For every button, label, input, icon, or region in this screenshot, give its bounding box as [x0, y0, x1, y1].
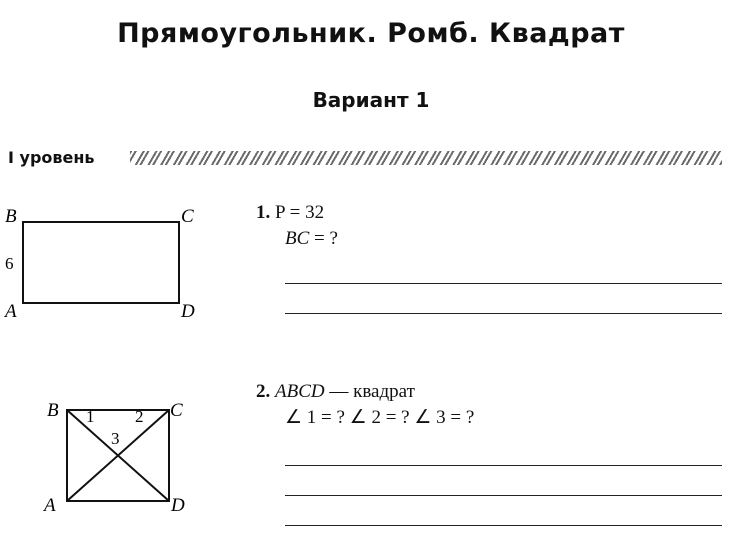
answer-line-2a[interactable]: [285, 465, 722, 466]
task-2-number: 2.: [256, 381, 271, 402]
side-label-ab: 6: [5, 254, 14, 273]
task-1-unknown-var: BC: [285, 228, 310, 249]
task-1-line-1: [256, 200, 338, 226]
task-2: [256, 379, 474, 431]
answer-line-2c[interactable]: [285, 525, 722, 526]
answer-line-1b[interactable]: [285, 313, 722, 314]
task-1: [256, 200, 338, 252]
task-1-unknown-rest: = ?: [309, 228, 338, 249]
task-2-var: ABCD: [275, 381, 325, 402]
task-1-line-2: [256, 226, 338, 252]
square-figure: [30, 392, 210, 522]
vertex-label-a: A: [44, 495, 56, 516]
variant-heading: Вариант 1: [312, 88, 430, 112]
task-2-given: — квадрат: [324, 381, 415, 402]
vertex-label-a: A: [5, 301, 17, 322]
vertex-label-d: D: [181, 301, 195, 322]
angle-label-3: 3: [111, 429, 120, 448]
task-2-line-2: [256, 405, 474, 431]
answer-line-1a[interactable]: [285, 283, 722, 284]
level-divider: [130, 151, 722, 165]
rectangle-figure: [0, 200, 220, 330]
vertex-label-b: B: [47, 400, 59, 421]
answer-line-2b[interactable]: [285, 495, 722, 496]
task-1-given: P = 32: [275, 202, 325, 223]
task-1-number: 1.: [256, 202, 271, 223]
task-2-line-1: [256, 379, 474, 405]
vertex-label-c: C: [181, 206, 194, 227]
angle-label-1: 1: [86, 407, 95, 426]
task-2-question: ∠ 1 = ? ∠ 2 = ? ∠ 3 = ?: [285, 407, 475, 428]
page-title: Прямоугольник. Ромб. Квадрат: [117, 18, 625, 49]
angle-label-2: 2: [135, 407, 144, 426]
vertex-label-b: B: [5, 206, 17, 227]
level-label: I уровень: [8, 148, 95, 167]
rectangle-abcd: [23, 222, 179, 303]
vertex-label-c: C: [170, 400, 183, 421]
vertex-label-d: D: [171, 495, 185, 516]
